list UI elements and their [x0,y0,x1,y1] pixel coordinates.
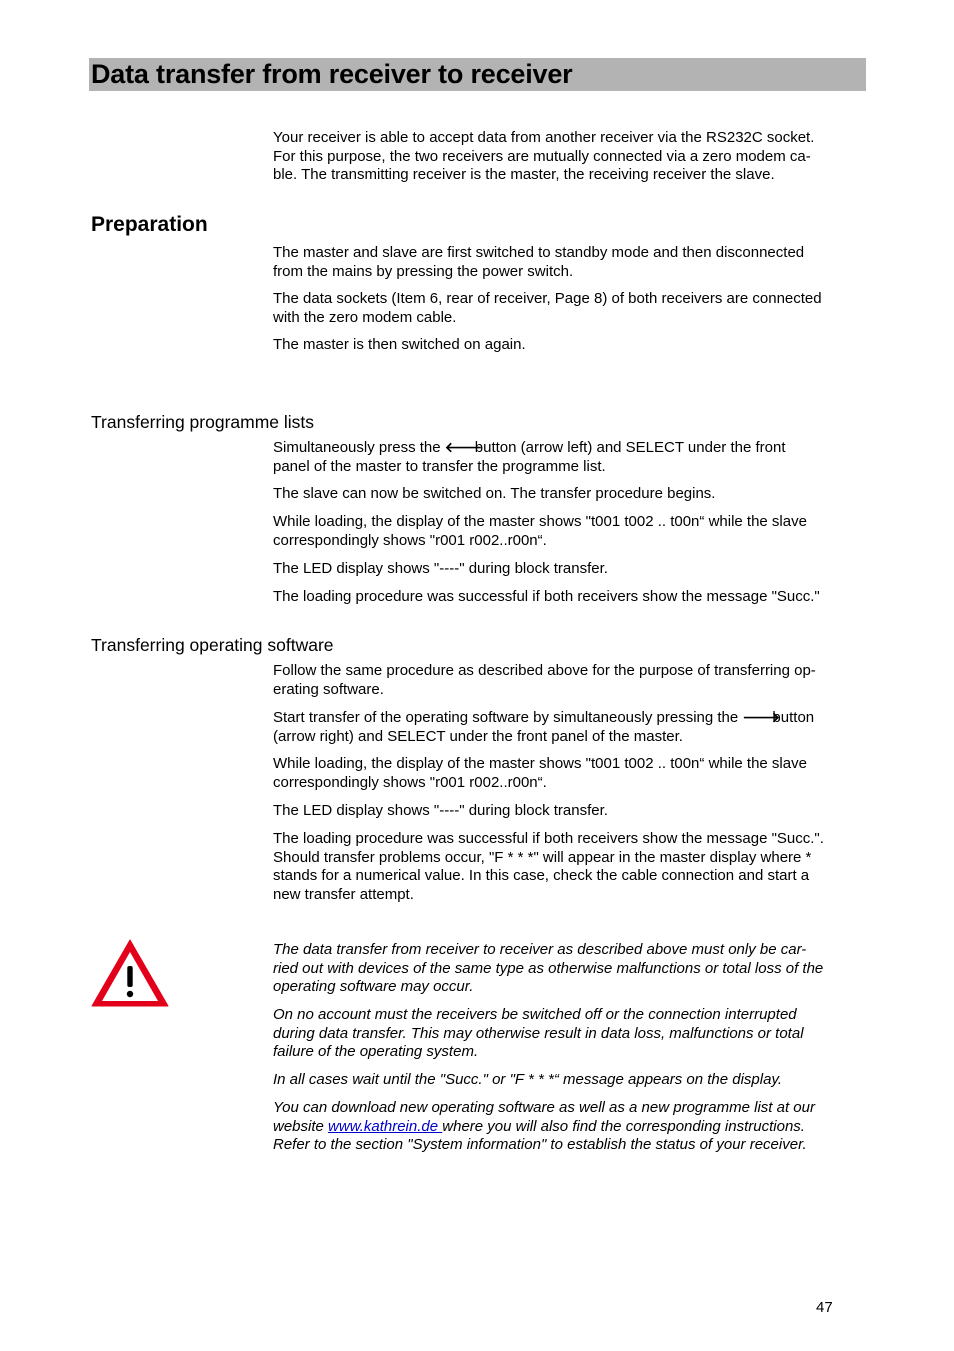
preparation-p1 [273,244,865,281]
text-line: erating software. [273,680,384,698]
warning-p1 [273,941,865,997]
text-line: correspondingly shows "r001 r002..r00n“. [273,531,547,549]
text-line: While loading, the display of the master shows "t001 t002 .. t00n“ while the slave [273,755,807,772]
text-line: (arrow right) and SELECT under the front panel of the master. [273,727,683,745]
text-line: new transfer attempt. [273,885,414,903]
intro-line: For this purpose, the two receivers are mutually connected via a zero modem ca- [273,147,811,165]
text-line: Follow the same procedure as described above for the purpose of transferring op- [273,662,816,679]
programme-heading: Transferring programme lists [91,412,315,432]
text-line: Should transfer problems occur, "F * * *" will appear in the master display where * [273,848,812,866]
text-line: operating software may occur. [273,978,474,995]
text-line: website www.kathrein.de where you will also find the corresponding instructions. [273,1117,805,1135]
software-p1 [273,662,865,699]
text-line: The loading procedure was successful if both receivers show the message "Succ.". [273,830,824,847]
page-title: Data transfer from receiver to receiver [91,59,573,89]
text-line: The master is then switched on again. [273,336,526,353]
text-line: On no account must the receivers be switched off or the connection interrupted [273,1006,797,1023]
title-bar [89,58,866,91]
text-line: Simultaneously press the 🡐button (arrow left) and SELECT under the front [273,439,786,456]
preparation-heading: Preparation [91,213,208,236]
text-line: The LED display shows "----" during block transfer. [273,560,608,577]
intro-paragraph [273,129,865,185]
text-line: with the zero modem cable. [273,308,457,326]
text-line: from the mains by pressing the power switch. [273,262,574,280]
text-line: The data sockets (Item 6, rear of receiver, Page 8) of both receivers are connected [273,290,822,307]
arrow-left-icon: 🡐 [444,440,483,456]
text-line: Refer to the section "System information" to establish the status of your receiver. [273,1136,807,1153]
software-p4 [273,802,865,821]
text-line: You can download new operating software as well as a new programme list at our [273,1099,815,1116]
text-line: In all cases wait until the "Succ." or "F * * *“ message appears on the display. [273,1071,783,1088]
page-number: 47 [816,1299,833,1316]
warning-triangle-icon [90,938,170,1008]
text-line: stands for a numerical value. In this case, check the cable connection and start a [273,867,810,884]
warning-p2 [273,1006,865,1062]
software-heading: Transferring operating software [91,635,334,655]
text-line: The slave can now be switched on. The transfer procedure begins. [273,485,716,502]
text-line: The data transfer from receiver to receiver as described above must only be car- [273,941,807,958]
text-line: panel of the master to transfer the programme list. [273,457,606,475]
text-line: correspondingly shows "r001 r002..r00n“. [273,773,547,791]
warning-p4 [273,1099,865,1155]
kathrein-website-link[interactable]: www.kathrein.de [328,1117,443,1135]
programme-p1 [273,439,865,476]
warning-p3 [273,1071,865,1090]
text-line: While loading, the display of the master shows "t001 t002 .. t00n“ while the slave [273,513,807,530]
programme-p4 [273,560,865,579]
programme-p3 [273,513,865,550]
text-line: The loading procedure was successful if both receivers show the message "Succ." [273,588,820,605]
preparation-p2 [273,290,865,327]
preparation-p3 [273,336,865,355]
text-line: The LED display shows "----" during block transfer. [273,802,608,819]
text-line: Start transfer of the operating software by simultaneously pressing the 🡒button [273,709,815,726]
text-line: ried out with devices of the same type as otherwise malfunctions or total loss of the [273,959,824,977]
arrow-right-icon: 🡒 [742,710,780,726]
programme-p2 [273,485,865,504]
text-line: failure of the operating system. [273,1043,479,1060]
programme-p5 [273,588,865,607]
software-p2 [273,709,865,746]
text-line: The master and slave are first switched to standby mode and then disconnected [273,244,805,261]
intro-line: ble. The transmitting receiver is the master, the receiving receiver the slave. [273,166,775,183]
text-line: during data transfer. This may otherwise result in data loss, malfunctions or total [273,1024,804,1042]
software-p5 [273,830,865,904]
software-p3 [273,755,865,792]
intro-line: Your receiver is able to accept data from another receiver via the RS232C socket. [273,129,815,146]
